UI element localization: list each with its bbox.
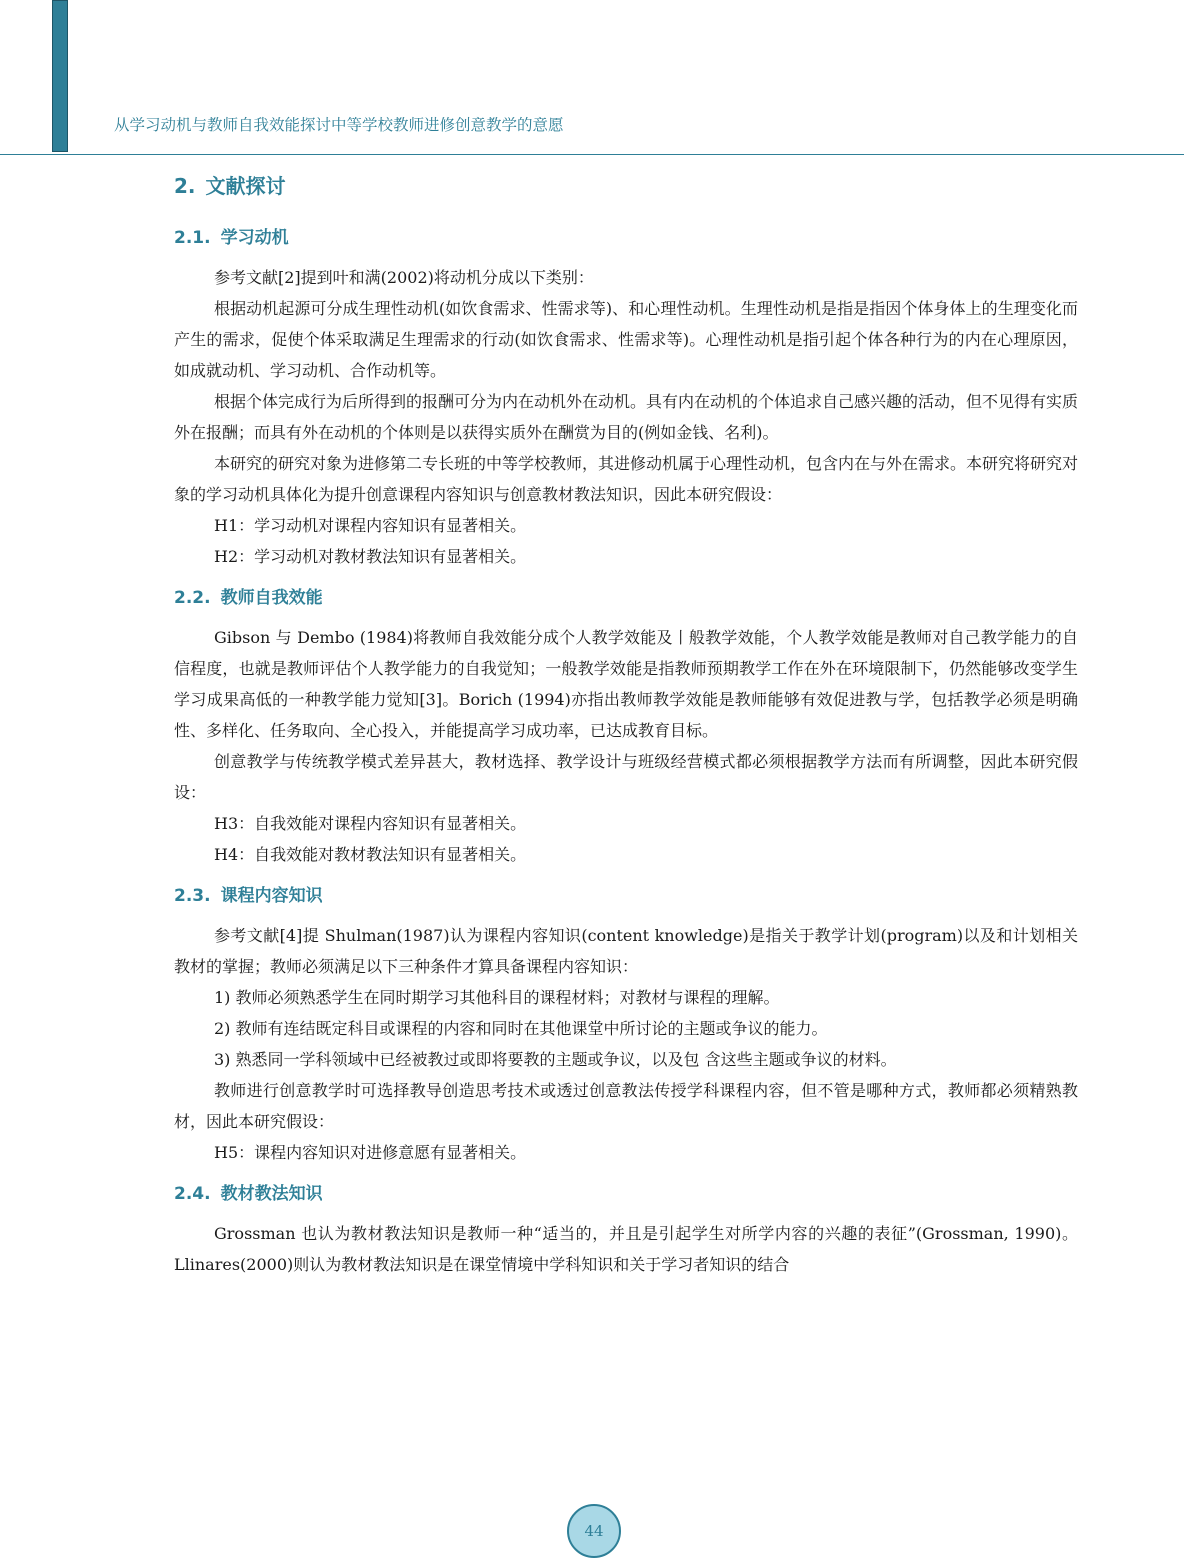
paragraph: 参考文献[4]提 Shulman(1987)认为课程内容知识(content knowledge)是指关于教学计划(program)以及和计划相关教材的掌握；教师必须满足以下三种条件才算具备课程内容知识： — [174, 926, 1078, 976]
page-number: 44 — [584, 1522, 604, 1540]
subsection-heading — [174, 1172, 1078, 1218]
list-item: 2) 教师有连结既定科目或课程的内容和同时在其他课堂中所讨论的主题或争议的能力。 — [214, 1019, 828, 1038]
subsection-heading — [174, 216, 1078, 262]
side-accent-bar — [52, 0, 68, 152]
paragraph: 根据个体完成行为后所得到的报酬可分为内在动机外在动机。具有内在动机的个体追求自己感兴趣的活动，但不见得有实质外在报酬；而具有外在动机的个体则是以获得实质外在酬赏为目的(例如金钱、名利)。 — [174, 392, 1079, 442]
hypothesis: H3：自我效能对课程内容知识有显著相关。 — [214, 814, 527, 833]
subsection-heading — [174, 576, 1078, 622]
subsection-number: 2.4. — [174, 1184, 211, 1204]
hypothesis: H4：自我效能对教材教法知识有显著相关。 — [214, 845, 527, 864]
section-heading — [174, 170, 1078, 202]
subsection-2-4 — [174, 1172, 1078, 1280]
subsection-heading — [174, 874, 1078, 920]
hypothesis: H5：课程内容知识对进修意愿有显著相关。 — [214, 1143, 527, 1162]
subsection-title: 教材教法知识 — [220, 1184, 323, 1204]
list-item: 1) 教师必须熟悉学生在同时期学习其他科目的课程材料；对教材与课程的理解。 — [214, 988, 780, 1007]
page-number-badge — [567, 1504, 621, 1558]
paragraph: 本研究的研究对象为进修第二专长班的中等学校教师，其进修动机属于心理性动机，包含内在与外在需求。本研究将研究对象的学习动机具体化为提升创意课程内容知识与创意教材教法知识，因此本研究假设： — [174, 454, 1079, 504]
subsection-2-1 — [174, 216, 1078, 572]
section-title: 文献探讨 — [205, 174, 286, 198]
subsection-number: 2.3. — [174, 886, 211, 906]
running-header: 从学习动机与教师自我效能探讨中等学校教师进修创意教学的意愿 — [114, 116, 564, 134]
hypothesis: H2：学习动机对教材教法知识有显著相关。 — [214, 547, 527, 566]
subsection-number: 2.2. — [174, 588, 211, 608]
subsection-2-2 — [174, 576, 1078, 870]
subsection-2-3 — [174, 874, 1078, 1168]
subsection-title: 课程内容知识 — [220, 886, 323, 906]
subsection-title: 学习动机 — [220, 228, 289, 248]
header-rule — [0, 154, 1184, 155]
subsection-title: 教师自我效能 — [220, 588, 323, 608]
paragraph: 根据动机起源可分成生理性动机(如饮食需求、性需求等)、和心理性动机。生理性动机是指是指因个体身体上的生理变化而产生的需求，促使个体采取满足生理需求的行动(如饮食需求、性需求等)。心理性动机是指引起个体各种行为的内在心理原因，如成就动机、学习动机、合作动机等。 — [174, 299, 1078, 380]
subsection-number: 2.1. — [174, 228, 211, 248]
article-body — [174, 170, 1078, 1284]
paragraph: Gibson 与 Dembo (1984)将教师自我效能分成个人教学效能及丨般教学效能，个人教学效能是教师对自己教学能力的自信程度，也就是教师评估个人教学能力的自我觉知；一般教学效能是指教师预期教学工作在外在环境限制下，仍然能够改变学生学习成果高低的一种教学能力觉知[3]。Borich (1994)亦指出教师教学效能是教师能够有效促进教与学，包括教学必须是明确性、多样化、任务取向、全心投入，并能提高学习成功率，已达成教育目标。 — [174, 628, 1078, 740]
section-number: 2. — [174, 174, 196, 198]
paragraph: Grossman 也认为教材教法知识是教师一种“适当的，并且是引起学生对所学内容的兴趣的表征”(Grossman, 1990)。Llinares(2000)则认为教材教法知识是在课堂情境中学科知识和关于学习者知识的结合 — [174, 1224, 1078, 1274]
hypothesis: H1：学习动机对课程内容知识有显著相关。 — [214, 516, 527, 535]
paragraph: 参考文献[2]提到叶和满(2002)将动机分成以下类别： — [214, 268, 594, 287]
list-item: 3) 熟悉同一学科领域中已经被教过或即将要教的主题或争议，以及包 含这些主题或争议的材料。 — [214, 1050, 897, 1069]
paragraph: 创意教学与传统教学模式差异甚大，教材选择、教学设计与班级经营模式都必须根据教学方法而有所调整，因此本研究假设： — [174, 752, 1078, 802]
paragraph: 教师进行创意教学时可选择教导创造思考技术或透过创意教法传授学科课程内容，但不管是哪种方式，教师都必须精熟教材，因此本研究假设： — [174, 1081, 1078, 1131]
